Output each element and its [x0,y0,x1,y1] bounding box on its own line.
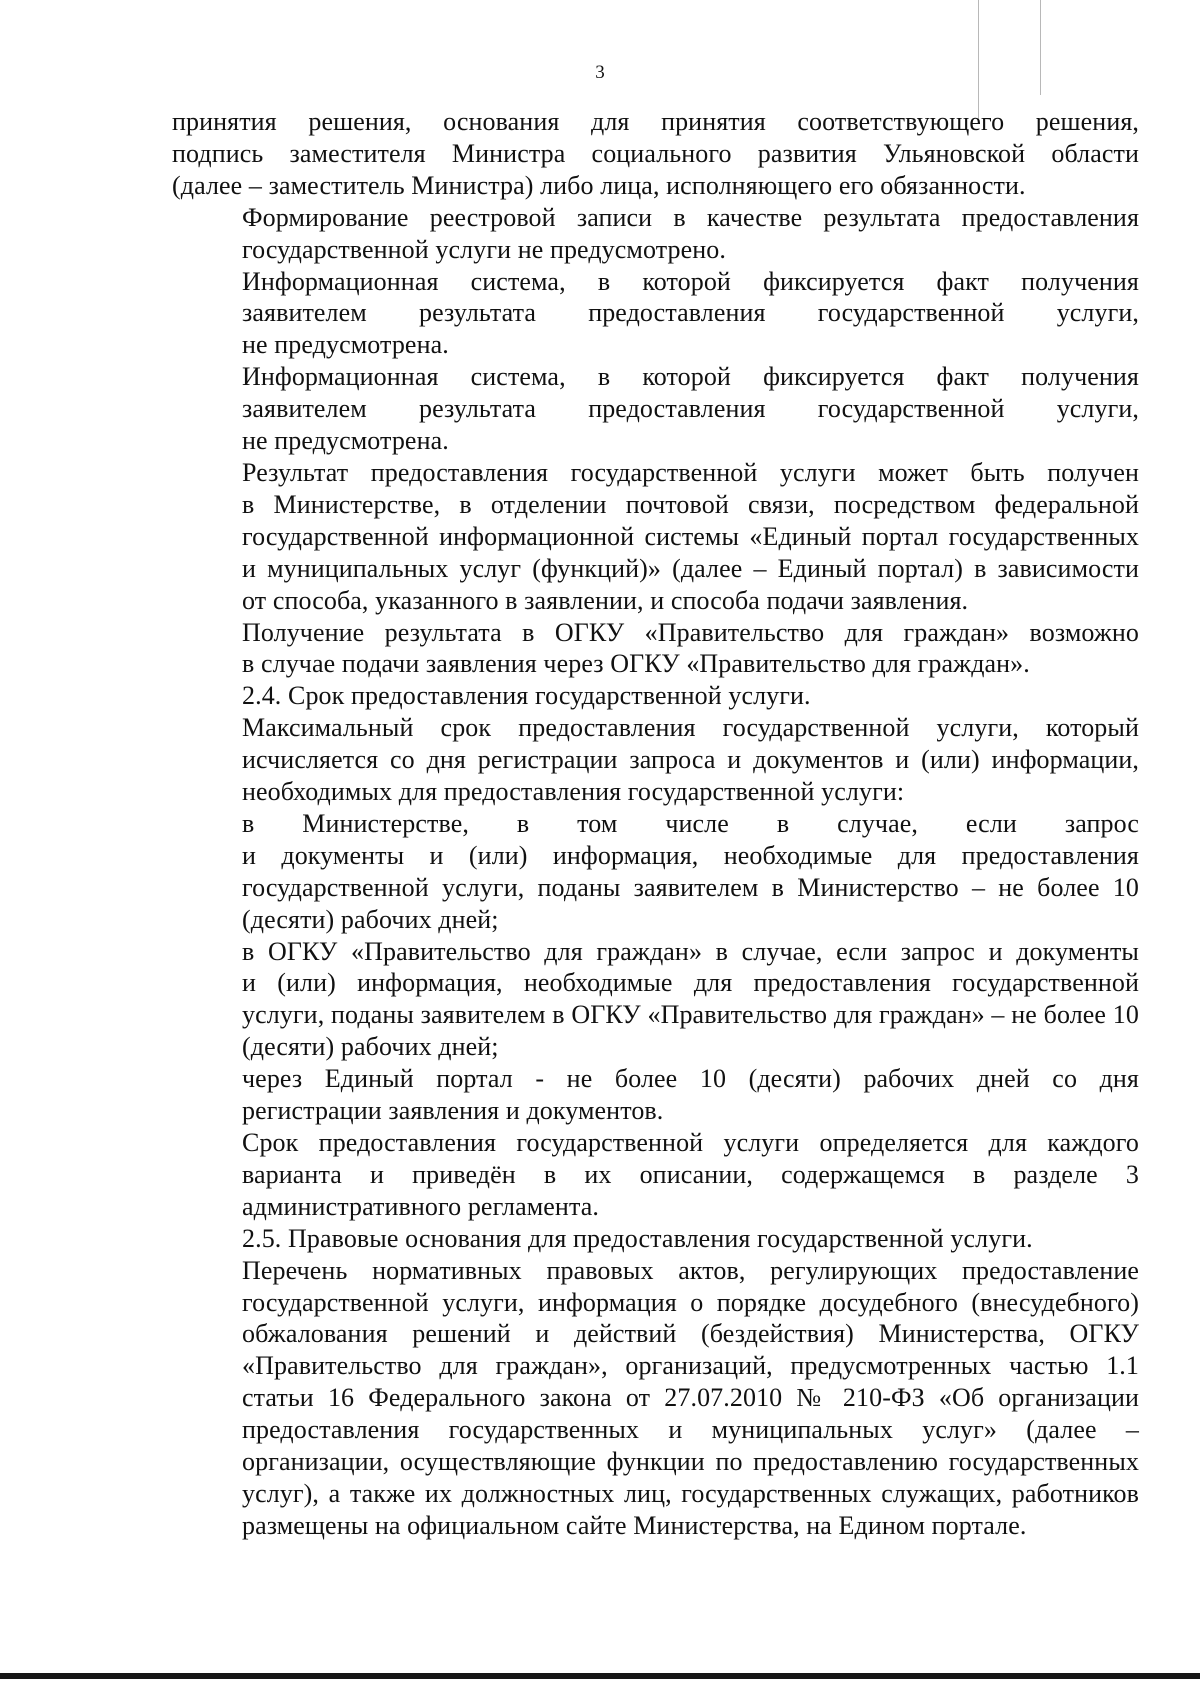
text-line: от способа, указанного в заявлении, и способа подачи заявления. [242,585,969,615]
paragraph [172,680,1139,712]
text-line: заявителем результата предоставления государственной услуги, [242,394,1139,424]
text-line: и (или) информация, необходимые для предоставления государственной [242,968,1139,998]
paragraph [172,266,1139,362]
text-line: 2.4. Срок предоставления государственной услуги. [242,681,811,711]
text-line: Результат предоставления государственной услуги может быть получен [242,457,1139,487]
text-line: необходимых для предоставления государственной услуги: [242,777,905,807]
text-line: не предусмотрена. [242,426,449,456]
text-line: исчисляется со дня регистрации запроса и документов и (или) информации, [242,745,1139,775]
scan-artifact-line [978,0,979,120]
paragraph [172,808,1139,936]
text-line: услуги, поданы заявителем в ОГКУ «Правительство для граждан» – не более 10 [242,1000,1139,1030]
text-line: 2.5. Правовые основания для предоставления государственной услуги. [242,1223,1033,1253]
text-line: варианта и приведён в их описании, содержащемся в разделе 3 [242,1159,1139,1189]
paragraph [172,1255,1139,1542]
text-line: в Министерстве, в том числе в случае, если запрос [242,808,1139,838]
paragraph [172,617,1139,681]
text-line: (десяти) рабочих дней; [242,1032,499,1062]
text-line: не предусмотрена. [242,330,449,360]
text-line: Формирование реестровой записи в качестве результата предоставления [242,202,1139,232]
text-line: (десяти) рабочих дней; [242,904,499,934]
text-line: Максимальный срок предоставления государственной услуги, который [242,713,1139,743]
text-line: и документы и (или) информация, необходимые для предоставления [242,840,1139,870]
text-line: «Правительство для граждан», организаций, предусмотренных частью 1.1 [242,1351,1139,1381]
paragraph [172,202,1139,266]
text-line: принятия решения, основания для принятия соответствующего решения, [172,107,1139,136]
text-line: в случае подачи заявления через ОГКУ «Правительство для граждан». [242,649,1030,679]
text-line: государственной услуги, поданы заявителем в Министерство – не более 10 [242,872,1139,902]
text-line: обжалования решений и действий (бездействия) Министерства, ОГКУ [242,1319,1139,1349]
paragraph [172,712,1139,808]
text-line: заявителем результата предоставления государственной услуги, [242,298,1139,328]
text-line: Перечень нормативных правовых актов, регулирующих предоставление [242,1255,1139,1285]
text-line: Информационная система, в которой фиксируется факт получения [242,362,1139,392]
text-line: в Министерстве, в отделении почтовой связи, посредством федеральной [242,489,1139,519]
text-line: Получение результата в ОГКУ «Правительство для граждан» возможно [242,617,1139,647]
text-line: услуг), а также их должностных лиц, государственных служащих, работников [242,1478,1139,1508]
text-line: государственной услуги, информация о порядке досудебного (внесудебного) [242,1287,1139,1317]
paragraph [172,361,1139,457]
paragraph [172,1127,1139,1223]
paragraph [172,936,1139,1064]
text-line: через Единый портал - не более 10 (десяти) рабочих дней со дня [242,1064,1139,1094]
text-line: организации, осуществляющие функции по предоставлению государственных [242,1447,1139,1477]
text-line: государственной информационной системы «Единый портал государственных [242,521,1139,551]
bottom-rule [0,1673,1200,1679]
text-line: подпись заместителя Министра социального развития Ульяновской области [172,138,1139,168]
paragraph [172,106,1139,202]
text-line: статьи 16 Федерального закона от 27.07.2010 № 210-ФЗ «Об организации [242,1383,1139,1413]
text-line: административного регламента. [242,1191,599,1221]
text-line: регистрации заявления и документов. [242,1096,664,1126]
page-number: 3 [595,62,605,83]
paragraph [172,1223,1139,1255]
text-line: и муниципальных услуг (функций)» (далее – Единый портал) в зависимости [242,553,1139,583]
text-line: размещены на официальном сайте Министерства, на Едином портале. [242,1510,1027,1540]
paragraph [172,457,1139,617]
text-line: Срок предоставления государственной услуги определяется для каждого [242,1128,1139,1157]
text-line: государственной услуги не предусмотрено. [242,234,726,264]
text-line: (далее – заместитель Министра) либо лица, исполняющего его обязанности. [172,170,1026,200]
document-body [172,106,1139,1542]
text-line: Информационная система, в которой фиксируется факт получения [242,266,1139,296]
paragraph [172,1063,1139,1127]
text-line: в ОГКУ «Правительство для граждан» в случае, если запрос и документы [242,936,1139,966]
text-line: предоставления государственных и муниципальных услуг» (далее – [242,1415,1139,1445]
